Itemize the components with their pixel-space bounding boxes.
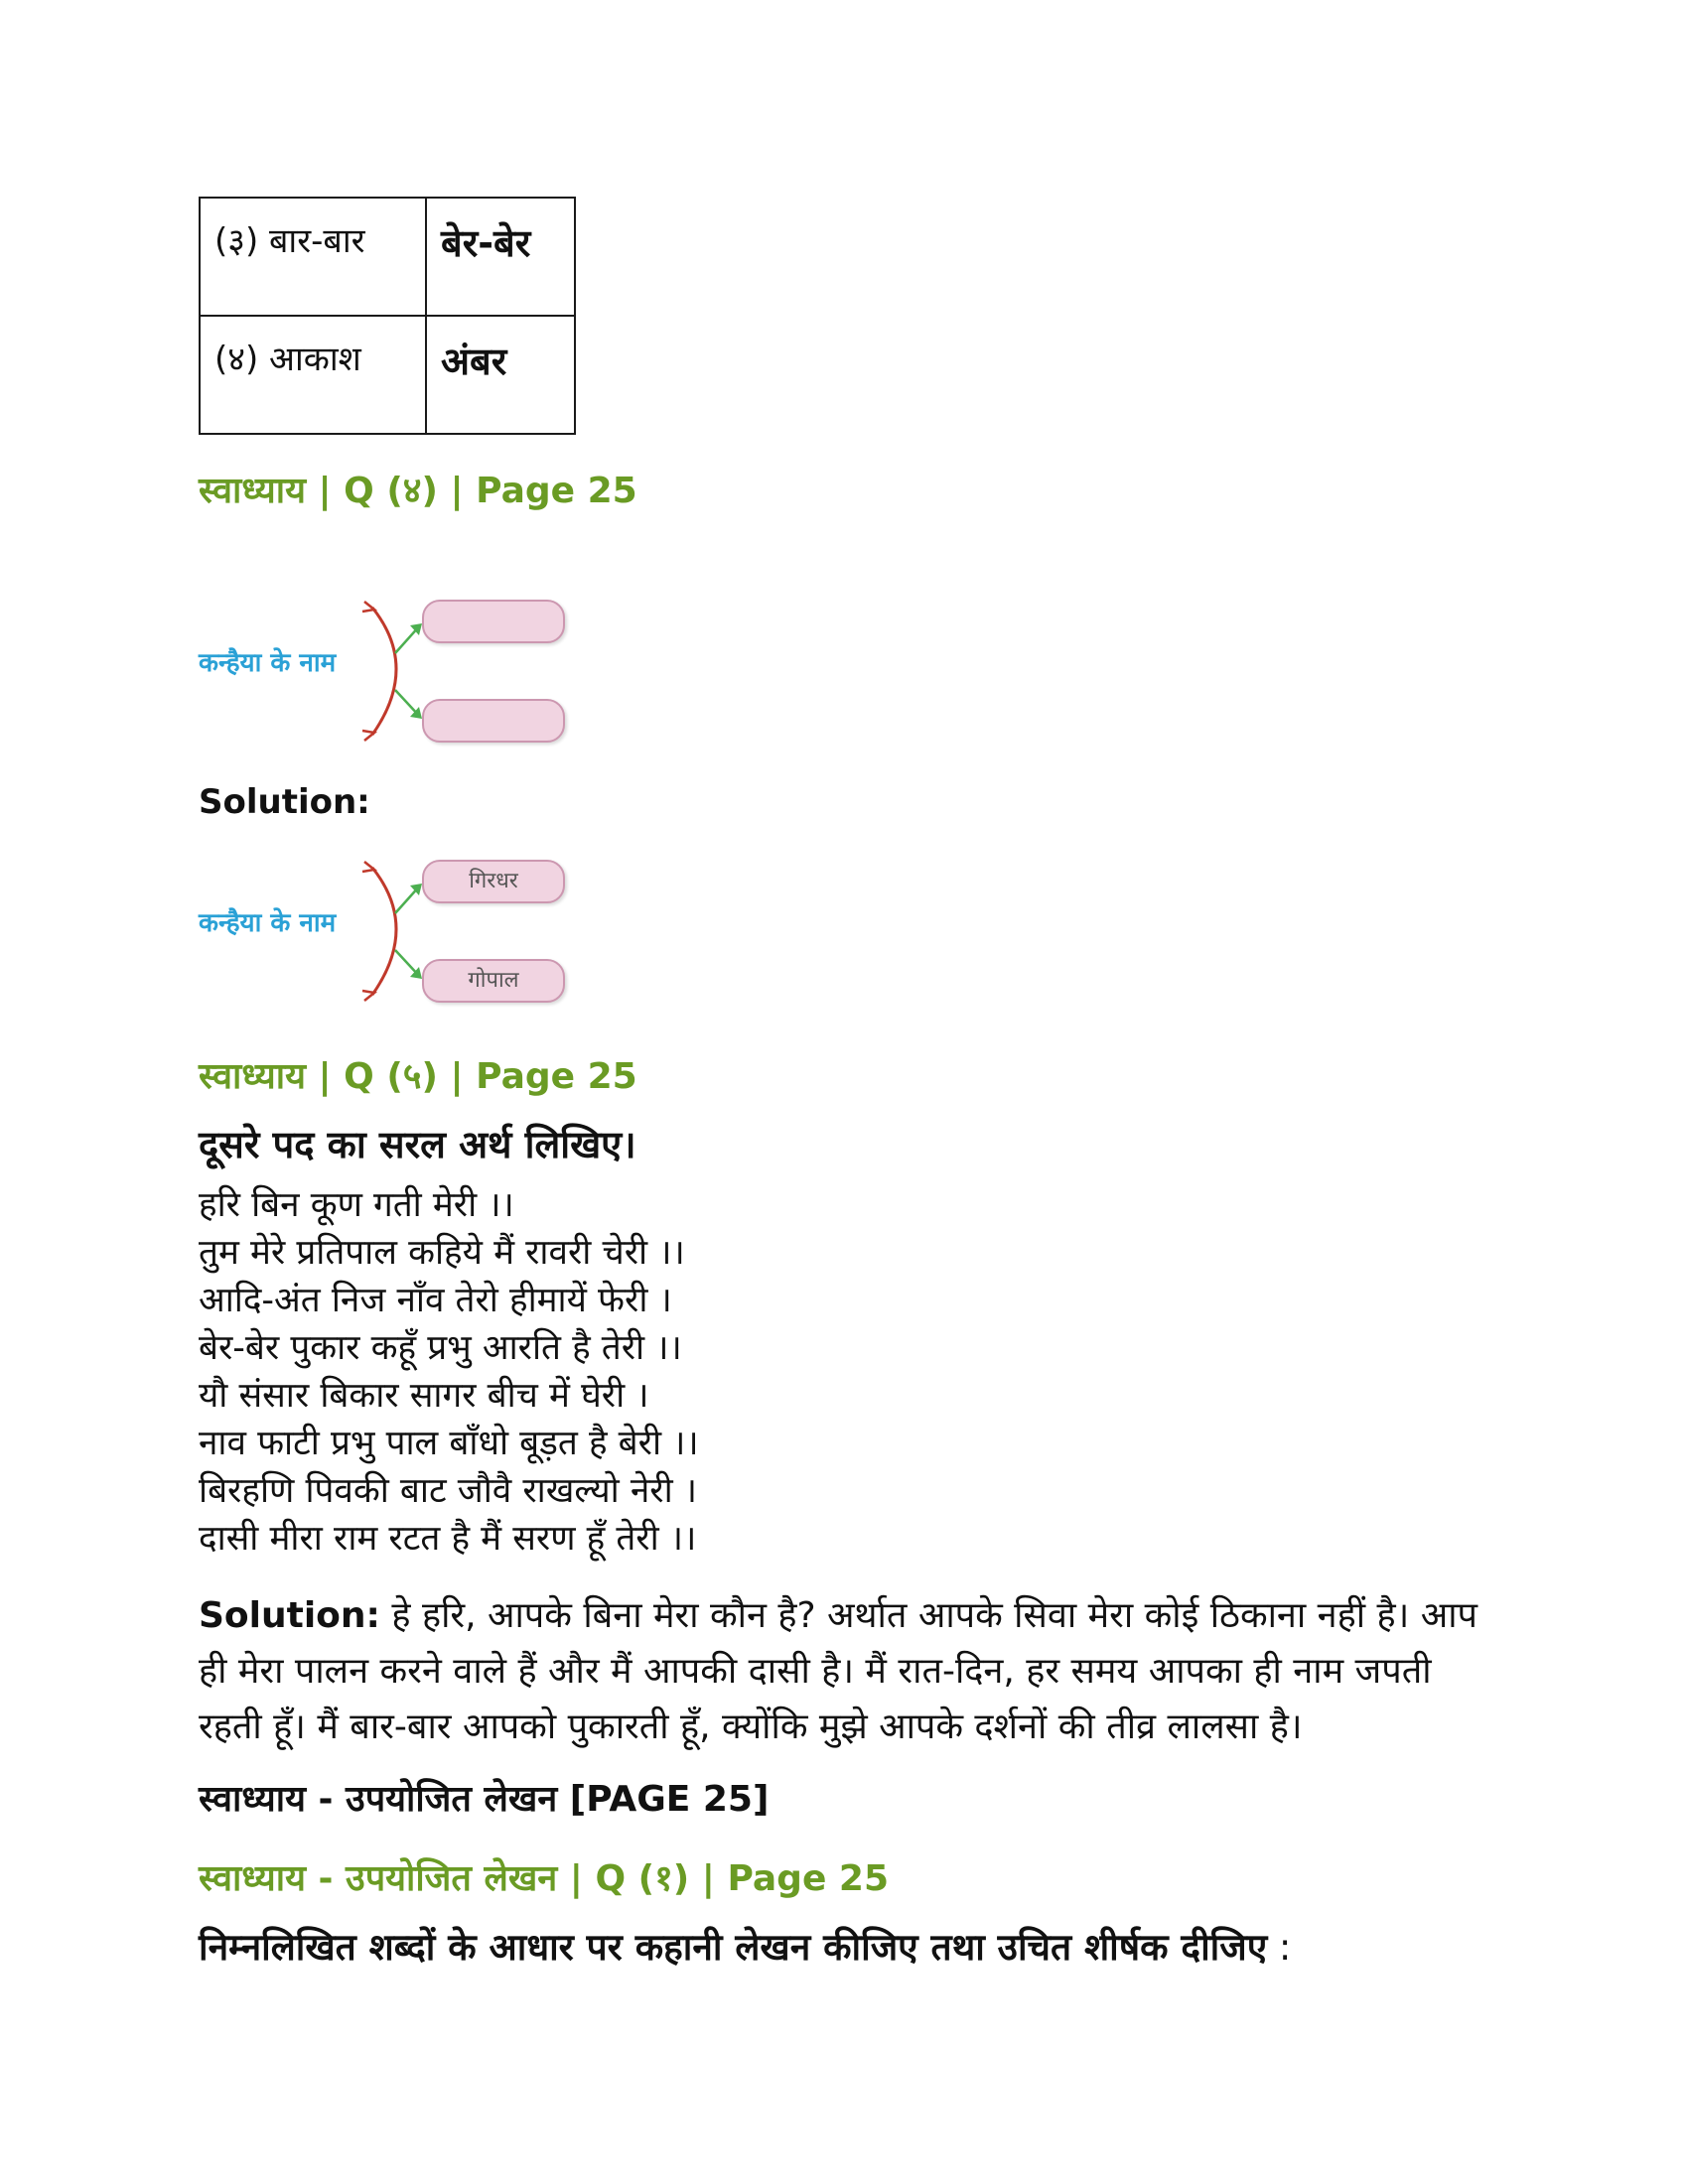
- q5-question: दूसरे पद का सरल अर्थ लिखिए।: [199, 1123, 636, 1166]
- diagram-label: कन्हैया के नाम: [199, 648, 337, 678]
- answer-box: गोपाल: [422, 959, 565, 1003]
- answer-box-empty: [422, 699, 565, 743]
- poem-line: बिरहणि पिवकी बाट जौवै राखल्यो नेरी ।: [199, 1471, 698, 1511]
- q4-question-diagram: [194, 596, 591, 745]
- q4-heading: स्वाध्याय | Q (४) | Page 25: [199, 471, 637, 511]
- q1-heading: स्वाध्याय - उपयोजित लेखन | Q (१) | Page 25: [199, 1858, 889, 1899]
- q5-heading: स्वाध्याय | Q (५) | Page 25: [199, 1056, 637, 1097]
- table-row: [200, 316, 575, 434]
- answer-box: गिरधर: [422, 860, 565, 903]
- q4-solution-diagram: [194, 856, 591, 1005]
- answer-box-empty: [422, 600, 565, 643]
- table-cell-synonym: बेर-बेर: [426, 198, 575, 316]
- solution-text: हे हरि, आपके बिना मेरा कौन है? अर्थात आपके सिवा मेरा कोई ठिकाना नहीं है। आप ही मेरा पालन करने वाले हैं और मैं आपकी दासी है। मैं रात-दिन, हर समय आपका ही नाम जपती रहती हूँ। मैं बार-बार आपको पुकारती हूँ, क्योंकि मुझे आपके दर्शनों की तीव्र लालसा है।: [199, 1595, 1477, 1747]
- poem-line: नाव फाटी प्रभु पाल बाँधो बूड़त है बेरी ।।: [199, 1424, 699, 1463]
- poem: [199, 1181, 699, 1563]
- table-cell-word: (४) आकाश: [200, 316, 426, 434]
- q1-question: [199, 1920, 1291, 1971]
- word-table: [199, 197, 576, 435]
- section-heading: स्वाध्याय - उपयोजित लेखन [PAGE 25]: [199, 1779, 770, 1820]
- q5-solution: [199, 1588, 1489, 1755]
- poem-line: दासी मीरा राम रटत है मैं सरण हूँ तेरी ।।: [199, 1519, 697, 1559]
- solution-label: Solution:: [199, 782, 370, 822]
- table-row: [200, 198, 575, 316]
- table-cell-synonym: अंबर: [426, 316, 575, 434]
- poem-line: तुम मेरे प्रतिपाल कहिये मैं रावरी चेरी ।।: [199, 1233, 685, 1273]
- poem-line: आदि-अंत निज नाँव तेरो हीमायें फेरी ।: [199, 1281, 672, 1320]
- q1-question-suffix: :: [1267, 1926, 1292, 1969]
- table-cell-word: (३) बार-बार: [200, 198, 426, 316]
- solution-label: Solution:: [199, 1595, 380, 1636]
- poem-line: बेर-बेर पुकार कहूँ प्रभु आरति है तेरी ।।: [199, 1328, 682, 1368]
- poem-line: यौ संसार बिकार सागर बीच में घेरी ।: [199, 1376, 649, 1416]
- poem-line: हरि बिन कूण गती मेरी ।।: [199, 1185, 514, 1225]
- diagram-label: कन्हैया के नाम: [199, 908, 337, 938]
- q1-question-text: निम्नलिखित शब्दों के आधार पर कहानी लेखन कीजिए तथा उचित शीर्षक दीजिए: [199, 1926, 1268, 1969]
